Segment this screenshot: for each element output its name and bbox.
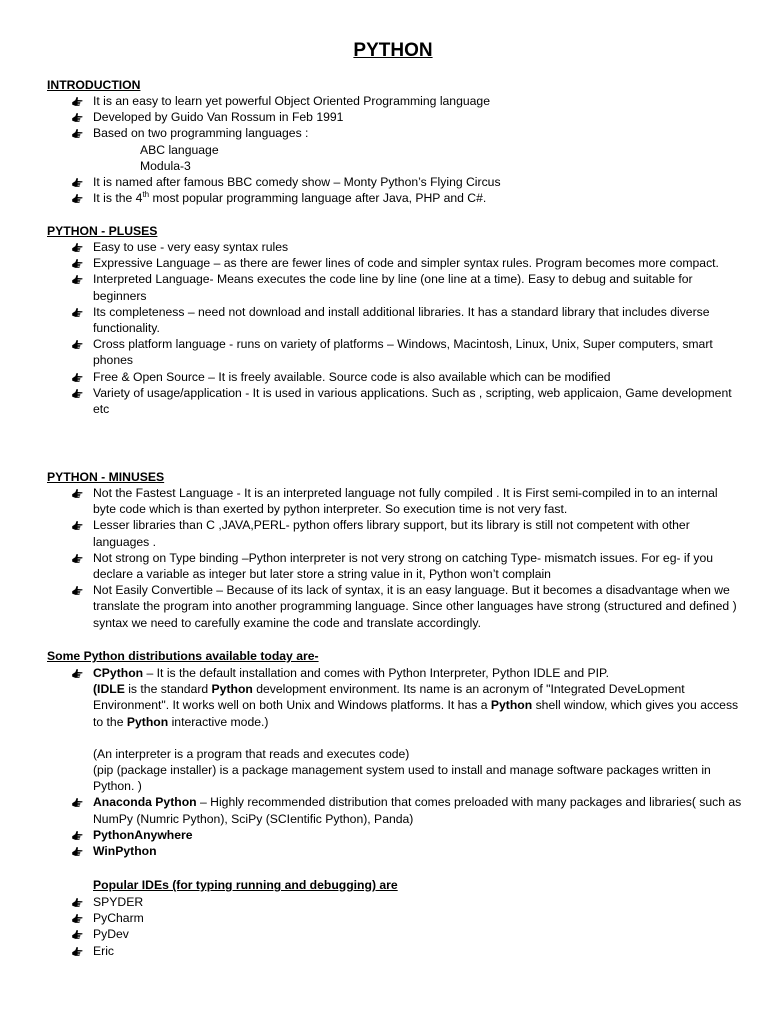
hand-pointing-icon <box>71 929 83 940</box>
list-item: Variety of usage/application - It is used in various applications. Such as , scripting, web applicaion, Game development etc <box>0 385 743 417</box>
list-item: Based on two programming languages : <box>0 125 743 141</box>
hand-pointing-icon <box>71 96 83 107</box>
list-item: It is the 4th most popular programming language after Java, PHP and C#. <box>0 190 743 206</box>
sub-item: ABC language <box>140 142 219 157</box>
hand-pointing-icon <box>71 112 83 123</box>
hand-pointing-icon <box>71 553 83 564</box>
list-item: It is an easy to learn yet powerful Object Oriented Programming language <box>0 93 743 109</box>
ides-list <box>0 894 768 959</box>
page-title: PYTHON <box>353 40 433 61</box>
interpreter-note: (An interpreter is a program that reads and executes code) <box>93 746 410 761</box>
minuses-list <box>0 485 768 631</box>
hand-pointing-icon <box>71 797 83 808</box>
hand-pointing-icon <box>71 388 83 399</box>
hand-pointing-icon <box>71 913 83 924</box>
list-item: PyDev <box>0 926 743 942</box>
hand-pointing-icon <box>71 274 83 285</box>
hand-pointing-icon <box>71 177 83 188</box>
intro-list <box>0 93 768 206</box>
hand-pointing-icon <box>71 830 83 841</box>
list-item: Developed by Guido Van Rossum in Feb 1991 <box>0 109 743 125</box>
hand-pointing-icon <box>71 488 83 499</box>
hand-pointing-icon <box>71 946 83 957</box>
ides-heading: Popular IDEs (for typing running and debugging) are <box>93 878 398 892</box>
list-item: Easy to use - very easy syntax rules <box>0 239 743 255</box>
list-item: CPython – It is the default installation and comes with Python Interpreter, Python IDLE and PIP. <box>0 665 743 681</box>
hand-pointing-icon <box>71 307 83 318</box>
idle-paragraph: (IDLE is the standard Python development environment. Its name is an acronym of "Integrated DeveLopment Environment". It works well on both Unix and Windows platforms. It has a Python shell window, which gives you access to the Python interactive mode.) <box>93 682 739 729</box>
distributions-list <box>0 665 768 859</box>
list-item: Not the Fastest Language - It is an interpreted language not fully compiled . It is First semi-compiled in to an internal byte code which is than exerted by python interpreter. So execution time is not very fast. <box>0 485 743 517</box>
list-item: WinPython <box>0 843 743 859</box>
list-item: Not strong on Type binding –Python interpreter is not very strong on catching Type- mismatch issues. For eg- if you declare a variable as integer but later store a string value in it, Python won’t complain <box>0 550 743 582</box>
hand-pointing-icon <box>71 372 83 383</box>
hand-pointing-icon <box>71 258 83 269</box>
list-item: Interpreted Language- Means executes the code line by line (one line at a time). Easy to debug and suitable for beginners <box>0 271 743 303</box>
hand-pointing-icon <box>71 846 83 857</box>
hand-pointing-icon <box>71 585 83 596</box>
hand-pointing-icon <box>71 242 83 253</box>
list-item: Eric <box>0 943 743 959</box>
list-item: Cross platform language - runs on variety of platforms – Windows, Macintosh, Linux, Unix, Super computers, smart phones <box>0 336 743 368</box>
pip-note: (pip (package installer) is a package management system used to install and manage software packages written in Python. ) <box>93 763 711 794</box>
distributions-heading: Some Python distributions available today are- <box>47 649 319 663</box>
list-item: PythonAnywhere <box>0 827 743 843</box>
minuses-heading: PYTHON - MINUSES <box>47 470 165 484</box>
hand-pointing-icon <box>71 128 83 139</box>
list-item: Expressive Language – as there are fewer lines of code and simpler syntax rules. Program becomes more compact. <box>0 255 743 271</box>
sub-item: Modula-3 <box>140 158 191 173</box>
intro-heading: INTRODUCTION <box>47 78 141 92</box>
list-item: SPYDER <box>0 894 743 910</box>
hand-pointing-icon <box>71 897 83 908</box>
hand-pointing-icon <box>71 668 83 679</box>
list-item: PyCharm <box>0 910 743 926</box>
hand-pointing-icon <box>71 339 83 350</box>
list-item: It is named after famous BBC comedy show – Monty Python’s Flying Circus <box>0 174 743 190</box>
hand-pointing-icon <box>71 193 83 204</box>
pluses-heading: PYTHON - PLUSES <box>47 224 158 238</box>
list-item: Lesser libraries than C ,JAVA,PERL- python offers library support, but its library is still not competent with other languages . <box>0 517 743 549</box>
hand-pointing-icon <box>71 520 83 531</box>
list-item: Free & Open Source – It is freely available. Source code is also available which can be modified <box>0 369 743 385</box>
list-item: Its completeness – need not download and install additional libraries. It has a standard library that includes diverse functionality. <box>0 304 743 336</box>
list-item: Anaconda Python – Highly recommended distribution that comes preloaded with many packages and libraries( such as NumPy (Numric Python), SciPy (SCIentific Python), Panda) <box>0 794 743 826</box>
pluses-list <box>0 239 768 417</box>
list-item: Not Easily Convertible – Because of its lack of syntax, it is an easy language. But it becomes a disadvantage when we translate the program into another programming language. Since other languages have strong (structured and defined ) syntax we need to carefully examine the code and translate accordingly. <box>0 582 743 631</box>
